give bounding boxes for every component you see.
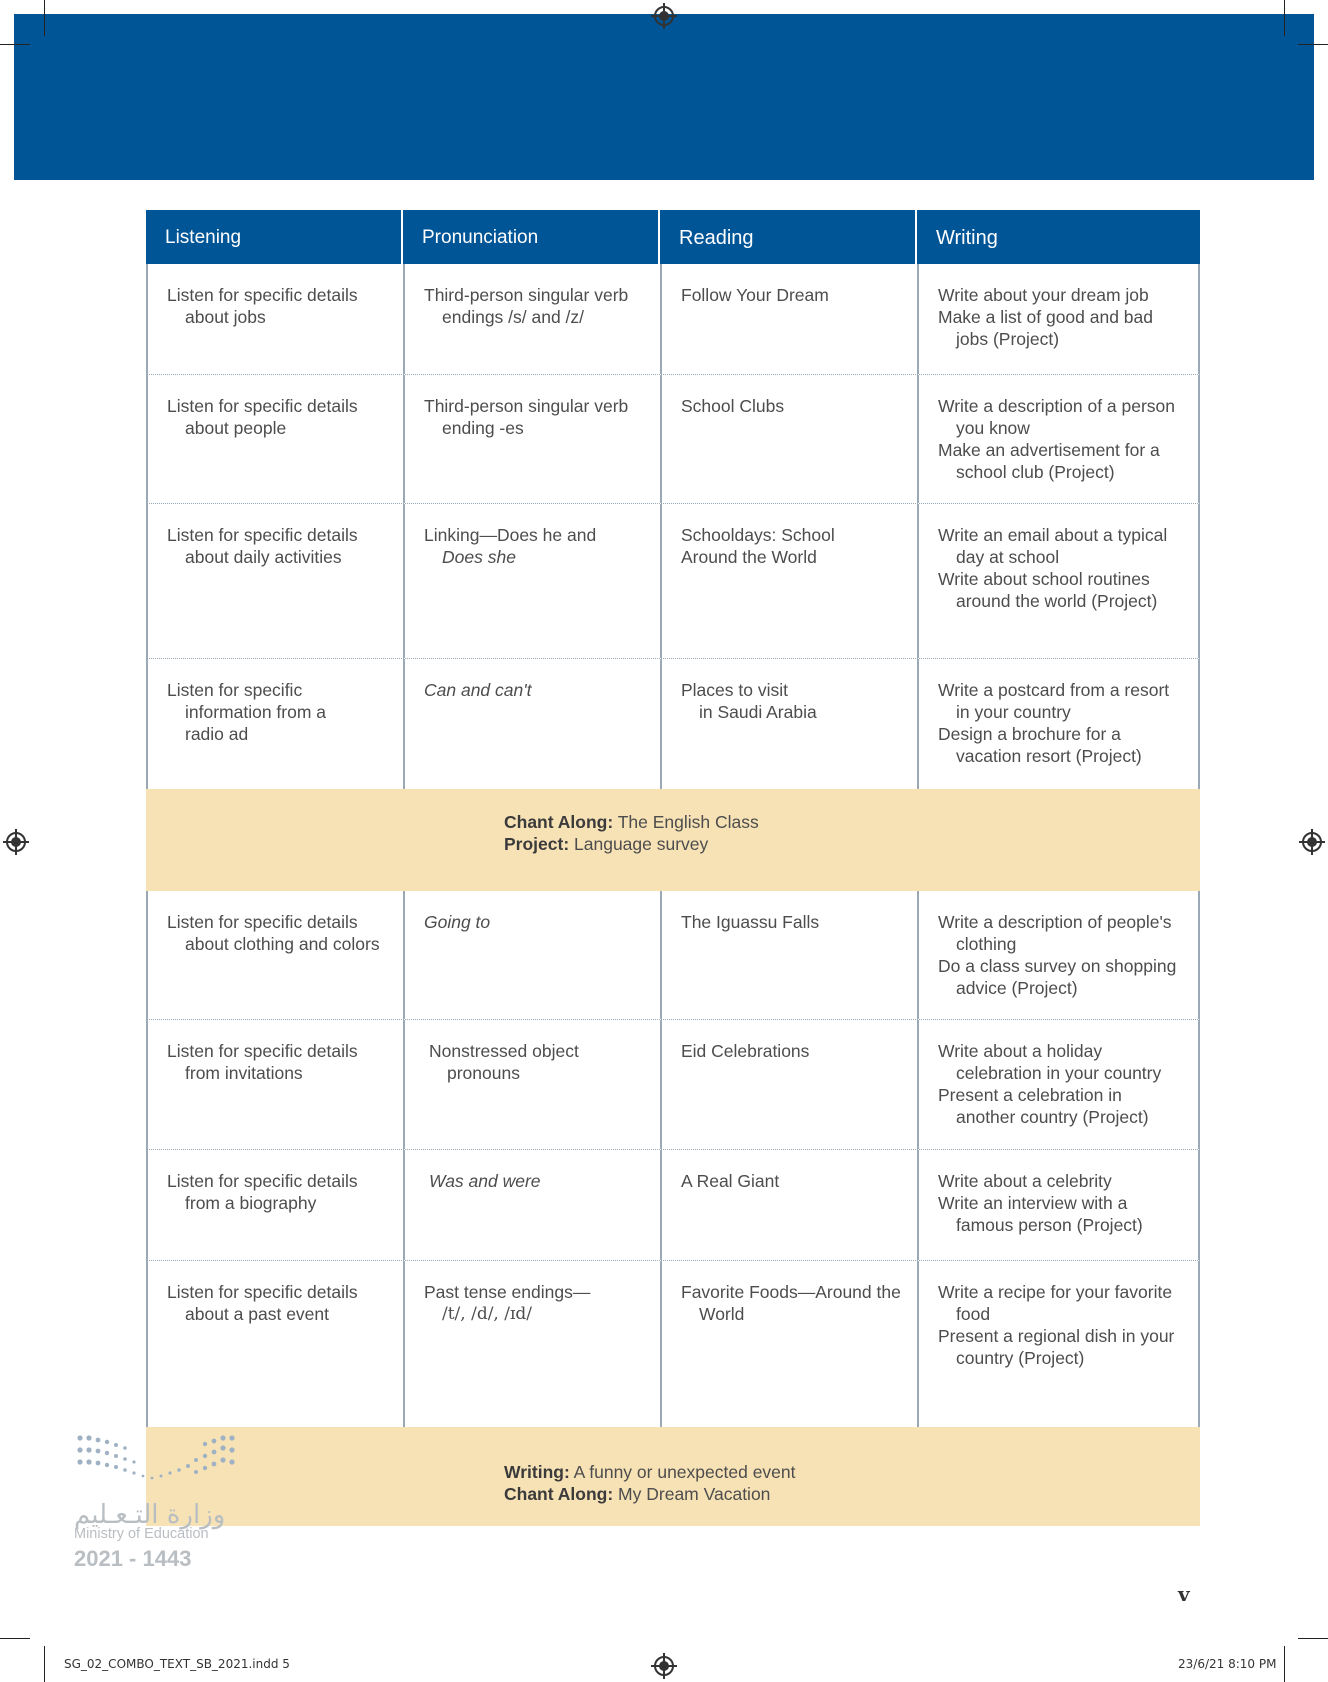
review-text: Chant Along: The English Class Project: Language survey (504, 812, 759, 854)
table-row (146, 891, 1200, 1020)
pronunciation-cell: Nonstressed object pronouns (403, 1020, 660, 1149)
pronunciation-cell: Third-person singular verb endings /s/ and /z/ (403, 264, 660, 374)
ministry-arabic-name: وزارة التـعـليم (74, 1500, 226, 1530)
crop-mark (1298, 1638, 1328, 1639)
bar-label: Project: (504, 834, 570, 854)
bar-label: Chant Along: (504, 812, 614, 832)
header-reading: Reading (660, 210, 917, 264)
writing-cell: Write about your dream job Make a list of good and bad jobs (Project) (917, 264, 1200, 374)
reading-cell: Places to visit in Saudi Arabia (660, 659, 917, 789)
table-row (146, 659, 1200, 789)
table-row (146, 1020, 1200, 1150)
header-listening: Listening (146, 210, 403, 264)
review-bar (146, 789, 1200, 891)
registration-mark-icon (654, 1656, 674, 1676)
table-row (146, 504, 1200, 659)
listening-cell: Listen for specific details about jobs (146, 264, 403, 374)
crop-mark (44, 1646, 45, 1682)
crop-mark (44, 0, 45, 36)
review-text: Writing: A funny or unexpected event Chant Along: My Dream Vacation (504, 1462, 796, 1504)
reading-cell: The Iguassu Falls (660, 891, 917, 1019)
syllabus-table (146, 210, 1200, 1526)
footer-file: SG_02_COMBO_TEXT_SB_2021.indd 5 (64, 1657, 290, 1671)
table-row (146, 1150, 1200, 1261)
writing-cell: Write about a celebrity Write an interview with a famous person (Project) (917, 1150, 1200, 1260)
bar-label: Writing: (504, 1462, 570, 1482)
bar-label: Chant Along: (504, 1484, 614, 1504)
writing-cell: Write a description of a person you know Make an advertisement for a school club (Project) (917, 375, 1200, 503)
reading-cell: A Real Giant (660, 1150, 917, 1260)
listening-cell: Listen for specific details about people (146, 375, 403, 503)
table-row (146, 1261, 1200, 1427)
reading-cell: Favorite Foods—Around the World (660, 1261, 917, 1427)
pronunciation-cell: Was and were (403, 1150, 660, 1260)
header-band (14, 14, 1314, 180)
writing-cell: Write an email about a typical day at school Write about school routines around the world (Project) (917, 504, 1200, 658)
table-row (146, 264, 1200, 375)
writing-cell: Write a postcard from a resort in your country Design a brochure for a vacation resort (Project) (917, 659, 1200, 789)
listening-cell: Listen for specific details about clothing and colors (146, 891, 403, 1019)
header-pronunciation: Pronunciation (403, 210, 660, 264)
writing-cell: Write a recipe for your favorite food Present a regional dish in your country (Project) (917, 1261, 1200, 1427)
ministry-english-name: Ministry of Education (74, 1526, 209, 1542)
page-number: v (1178, 1582, 1190, 1606)
registration-mark-icon (6, 832, 26, 852)
review-bar (146, 1427, 1200, 1526)
listening-cell: Listen for specific information from a radio ad (146, 659, 403, 789)
table-header (146, 210, 1200, 264)
crop-mark (0, 1638, 30, 1639)
footer-date: 23/6/21 8:10 PM (1178, 1657, 1277, 1671)
registration-mark-icon (1302, 832, 1322, 852)
writing-cell: Write a description of people's clothing Do a class survey on shopping advice (Project) (917, 891, 1200, 1019)
crop-mark (1284, 1646, 1285, 1682)
listening-cell: Listen for specific details from invitations (146, 1020, 403, 1149)
header-writing: Writing (936, 227, 998, 249)
ministry-year: 2021 - 1443 (74, 1546, 192, 1571)
reading-cell: Follow Your Dream (660, 264, 917, 374)
registration-mark-icon (654, 6, 674, 26)
crop-mark (1298, 44, 1328, 45)
crop-mark (1284, 0, 1285, 36)
ministry-logo-icon (76, 1432, 298, 1486)
listening-cell: Listen for specific details about a past event (146, 1261, 403, 1427)
pronunciation-cell: Past tense endings— /t/, /d/, /ɪd/ (403, 1261, 660, 1427)
crop-mark (0, 44, 30, 45)
reading-cell: Eid Celebrations (660, 1020, 917, 1149)
pronunciation-cell: Linking—Does he and Does she (403, 504, 660, 658)
writing-cell: Write about a holiday celebration in your country Present a celebration in another country (Project) (917, 1020, 1200, 1149)
reading-cell: Schooldays: School Around the World (660, 504, 917, 658)
reading-cell: School Clubs (660, 375, 917, 503)
listening-cell: Listen for specific details from a biography (146, 1150, 403, 1260)
pronunciation-cell: Third-person singular verb ending -es (403, 375, 660, 503)
table-row (146, 375, 1200, 504)
pronunciation-cell: Can and can't (403, 659, 660, 789)
listening-cell: Listen for specific details about daily activities (146, 504, 403, 658)
pronunciation-cell: Going to (403, 891, 660, 1019)
